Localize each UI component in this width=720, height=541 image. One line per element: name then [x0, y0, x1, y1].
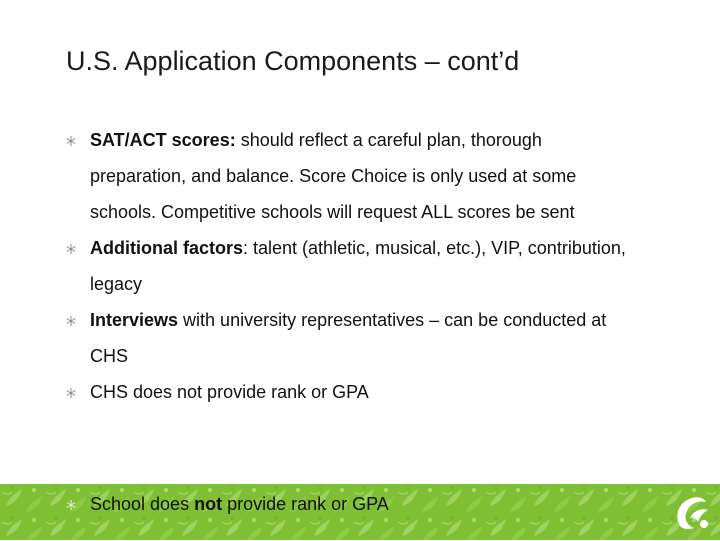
bullet-text-before: School does — [90, 494, 195, 514]
asterisk-icon — [66, 136, 76, 146]
bullet-text: should reflect a careful plan, thorough preparation, and balance. Score Choice is only used at some schools. Competitive schools will request ALL scores be sent — [90, 130, 577, 222]
bullet-interviews — [66, 302, 626, 374]
slide-title: U.S. Application Components – cont’d — [66, 46, 520, 76]
bullet-text: CHS does not provide rank or GPA — [90, 382, 369, 402]
asterisk-icon — [66, 244, 76, 254]
leaf-swirl-logo-icon — [668, 488, 716, 536]
bullet-text-after: provide rank or GPA — [222, 494, 389, 514]
bullet-bold-text: not — [194, 494, 223, 514]
asterisk-icon — [66, 500, 76, 510]
bullet-additional-factors — [66, 230, 626, 302]
bullet-chs-rank — [66, 374, 626, 410]
bullet-school-rank — [66, 486, 650, 522]
bullet-text: with university representatives – can be conducted at CHS — [90, 310, 607, 366]
asterisk-icon — [66, 316, 76, 326]
bullet-bold-text: Interviews — [90, 310, 179, 330]
asterisk-icon — [66, 388, 76, 398]
bullet-bold-text: Additional factors — [90, 238, 244, 258]
bullet-bold-text: SAT/ACT scores: — [90, 130, 236, 150]
bullet-text: : talent (athletic, musical, etc.), VIP, contribution, legacy — [90, 238, 626, 294]
bullet-list — [66, 122, 626, 410]
bullet-sat-act — [66, 122, 626, 230]
